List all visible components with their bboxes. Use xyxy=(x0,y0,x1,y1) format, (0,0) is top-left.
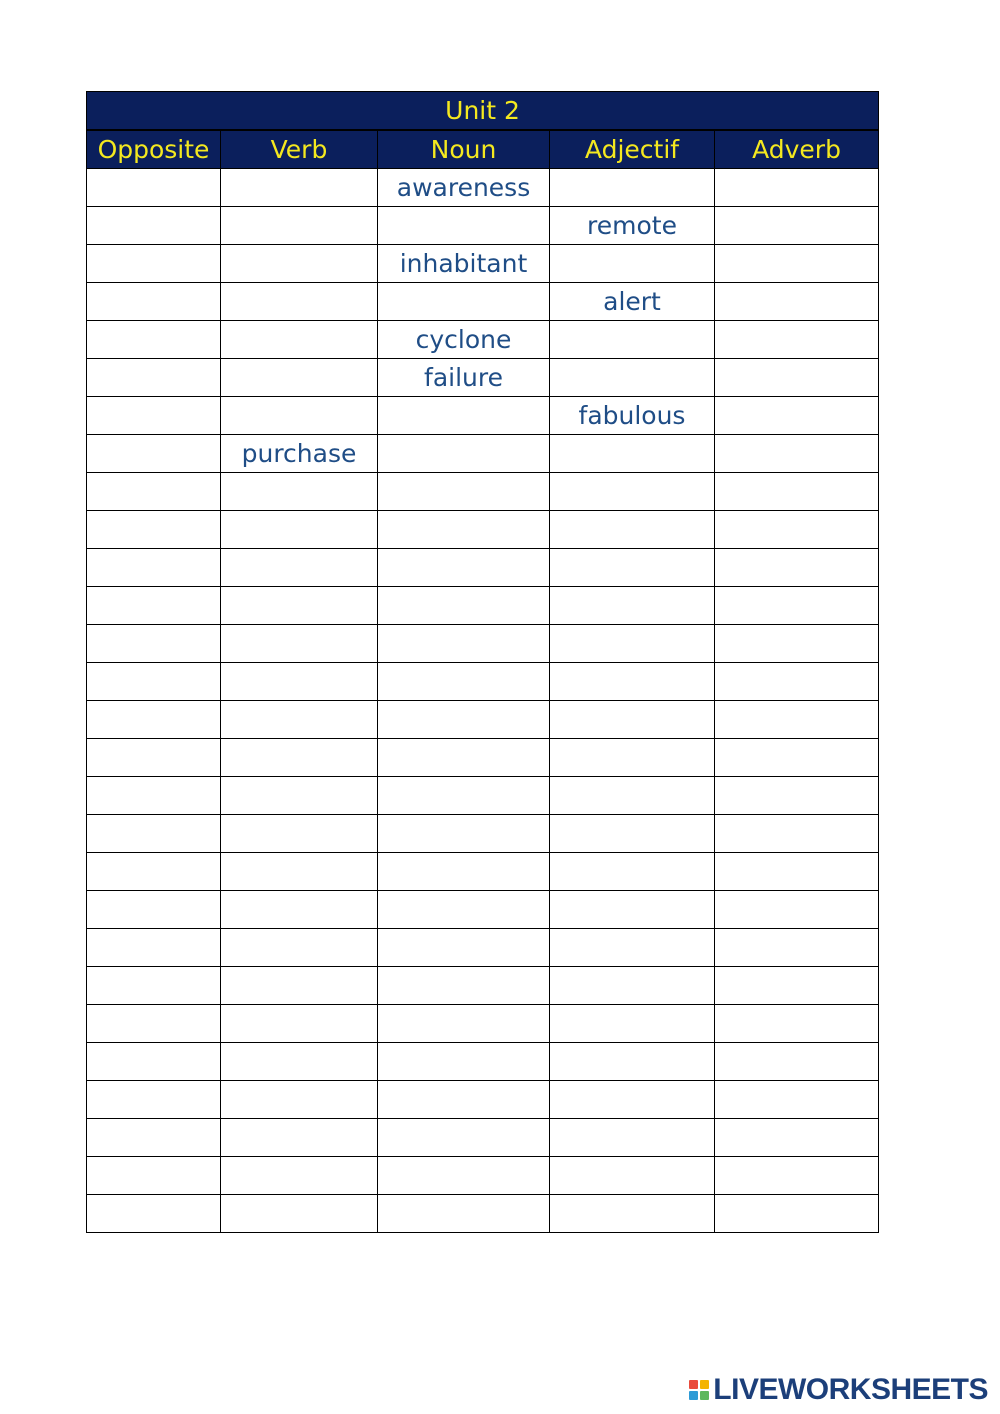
cell-verb[interactable] xyxy=(221,663,378,701)
cell-noun[interactable] xyxy=(378,1005,550,1043)
cell-opposite[interactable] xyxy=(87,169,221,207)
cell-noun[interactable] xyxy=(378,283,550,321)
cell-adverb[interactable] xyxy=(715,1081,879,1119)
cell-opposite[interactable] xyxy=(87,321,221,359)
cell-noun[interactable] xyxy=(378,587,550,625)
cell-adjectif[interactable] xyxy=(550,625,715,663)
cell-verb[interactable] xyxy=(221,283,378,321)
liveworksheets-logo xyxy=(689,1374,988,1406)
cell-opposite[interactable] xyxy=(87,777,221,815)
table-row xyxy=(87,1081,879,1119)
cell-adverb[interactable] xyxy=(715,815,879,853)
cell-adjectif[interactable] xyxy=(550,549,715,587)
column-header-verb: Verb xyxy=(221,130,378,169)
cell-verb[interactable] xyxy=(221,1119,378,1157)
table-row xyxy=(87,435,879,473)
table-row xyxy=(87,891,879,929)
cell-opposite[interactable] xyxy=(87,701,221,739)
table-body xyxy=(87,169,879,1233)
cell-adverb[interactable] xyxy=(715,625,879,663)
cell-opposite[interactable] xyxy=(87,473,221,511)
cell-adjectif[interactable] xyxy=(550,891,715,929)
cell-adjectif: fabulous xyxy=(550,397,715,435)
cell-opposite[interactable] xyxy=(87,549,221,587)
table-row xyxy=(87,1043,879,1081)
cell-adverb[interactable] xyxy=(715,283,879,321)
cell-adverb[interactable] xyxy=(715,169,879,207)
cell-verb[interactable] xyxy=(221,967,378,1005)
column-header-opposite: Opposite xyxy=(87,130,221,169)
cell-adverb[interactable] xyxy=(715,587,879,625)
cell-noun: cyclone xyxy=(378,321,550,359)
cell-opposite[interactable] xyxy=(87,663,221,701)
cell-adverb[interactable] xyxy=(715,511,879,549)
cell-verb[interactable] xyxy=(221,245,378,283)
cell-verb[interactable] xyxy=(221,815,378,853)
cell-noun[interactable] xyxy=(378,891,550,929)
table-row xyxy=(87,549,879,587)
cell-verb[interactable] xyxy=(221,853,378,891)
cell-verb[interactable] xyxy=(221,511,378,549)
table-row xyxy=(87,511,879,549)
cell-adjectif[interactable] xyxy=(550,587,715,625)
cell-adjectif[interactable] xyxy=(550,1157,715,1195)
table-row xyxy=(87,625,879,663)
cell-noun[interactable] xyxy=(378,397,550,435)
cell-opposite[interactable] xyxy=(87,625,221,663)
cell-verb[interactable] xyxy=(221,891,378,929)
cell-noun[interactable] xyxy=(378,435,550,473)
cell-adjectif[interactable] xyxy=(550,663,715,701)
cell-verb[interactable] xyxy=(221,1081,378,1119)
table-row xyxy=(87,321,879,359)
column-header-row xyxy=(87,130,879,169)
table-row xyxy=(87,283,879,321)
table-row xyxy=(87,359,879,397)
table-row xyxy=(87,815,879,853)
cell-opposite[interactable] xyxy=(87,207,221,245)
cell-adjectif[interactable] xyxy=(550,701,715,739)
cell-adjectif[interactable] xyxy=(550,1081,715,1119)
table-row xyxy=(87,587,879,625)
cell-opposite[interactable] xyxy=(87,283,221,321)
cell-adverb[interactable] xyxy=(715,397,879,435)
column-header-noun: Noun xyxy=(378,130,550,169)
cell-noun[interactable] xyxy=(378,1043,550,1081)
cell-adverb[interactable] xyxy=(715,321,879,359)
cell-opposite[interactable] xyxy=(87,853,221,891)
cell-opposite[interactable] xyxy=(87,1157,221,1195)
cell-opposite[interactable] xyxy=(87,929,221,967)
cell-adverb[interactable] xyxy=(715,1119,879,1157)
cell-verb[interactable] xyxy=(221,1157,378,1195)
cell-adjectif[interactable] xyxy=(550,435,715,473)
cell-opposite[interactable] xyxy=(87,435,221,473)
cell-noun[interactable] xyxy=(378,1081,550,1119)
cell-adverb[interactable] xyxy=(715,473,879,511)
cell-adjectif[interactable] xyxy=(550,853,715,891)
cell-adverb[interactable] xyxy=(715,435,879,473)
table-row xyxy=(87,1157,879,1195)
cell-verb[interactable] xyxy=(221,473,378,511)
cell-opposite[interactable] xyxy=(87,511,221,549)
worksheet xyxy=(86,91,878,1233)
table-row xyxy=(87,473,879,511)
cell-opposite[interactable] xyxy=(87,739,221,777)
table-row xyxy=(87,739,879,777)
cell-verb[interactable] xyxy=(221,549,378,587)
table-row xyxy=(87,397,879,435)
cell-noun[interactable] xyxy=(378,701,550,739)
cell-verb[interactable] xyxy=(221,701,378,739)
cell-opposite[interactable] xyxy=(87,815,221,853)
cell-adjectif[interactable] xyxy=(550,245,715,283)
cell-opposite[interactable] xyxy=(87,1043,221,1081)
cell-adjectif[interactable] xyxy=(550,1119,715,1157)
cell-verb[interactable] xyxy=(221,1195,378,1233)
cell-verb[interactable] xyxy=(221,739,378,777)
cell-adverb[interactable] xyxy=(715,1195,879,1233)
cell-verb[interactable] xyxy=(221,169,378,207)
cell-adjectif: alert xyxy=(550,283,715,321)
cell-noun[interactable] xyxy=(378,663,550,701)
cell-adverb[interactable] xyxy=(715,853,879,891)
cell-noun[interactable] xyxy=(378,1157,550,1195)
cell-adverb[interactable] xyxy=(715,1005,879,1043)
cell-verb[interactable] xyxy=(221,1043,378,1081)
cell-adverb[interactable] xyxy=(715,359,879,397)
liveworksheets-logo-icon xyxy=(689,1380,709,1400)
cell-verb[interactable] xyxy=(221,777,378,815)
table-row xyxy=(87,1119,879,1157)
table-row xyxy=(87,929,879,967)
cell-adjectif[interactable] xyxy=(550,1043,715,1081)
cell-adjectif[interactable] xyxy=(550,777,715,815)
cell-noun: awareness xyxy=(378,169,550,207)
cell-opposite[interactable] xyxy=(87,587,221,625)
cell-noun[interactable] xyxy=(378,1195,550,1233)
cell-opposite[interactable] xyxy=(87,1005,221,1043)
table-row xyxy=(87,663,879,701)
cell-verb[interactable] xyxy=(221,397,378,435)
cell-adjectif[interactable] xyxy=(550,739,715,777)
cell-noun[interactable] xyxy=(378,967,550,1005)
cell-adverb[interactable] xyxy=(715,663,879,701)
cell-adverb[interactable] xyxy=(715,245,879,283)
cell-adjectif[interactable] xyxy=(550,929,715,967)
cell-verb[interactable] xyxy=(221,1005,378,1043)
cell-adverb[interactable] xyxy=(715,701,879,739)
cell-noun[interactable] xyxy=(378,207,550,245)
cell-adverb[interactable] xyxy=(715,929,879,967)
table-row xyxy=(87,207,879,245)
cell-noun[interactable] xyxy=(378,511,550,549)
cell-adverb[interactable] xyxy=(715,739,879,777)
cell-noun: inhabitant xyxy=(378,245,550,283)
cell-noun[interactable] xyxy=(378,739,550,777)
cell-noun[interactable] xyxy=(378,815,550,853)
cell-opposite[interactable] xyxy=(87,967,221,1005)
cell-verb: purchase xyxy=(221,435,378,473)
cell-adverb[interactable] xyxy=(715,207,879,245)
cell-noun[interactable] xyxy=(378,929,550,967)
table-row xyxy=(87,701,879,739)
logo-text: LIVEWORKSHEETS xyxy=(713,1373,988,1406)
table-title-row xyxy=(87,92,879,131)
cell-opposite[interactable] xyxy=(87,1119,221,1157)
cell-adjectif[interactable] xyxy=(550,359,715,397)
table-row xyxy=(87,777,879,815)
cell-noun[interactable] xyxy=(378,473,550,511)
cell-adverb[interactable] xyxy=(715,549,879,587)
cell-noun[interactable] xyxy=(378,853,550,891)
table-row xyxy=(87,1195,879,1233)
table-row xyxy=(87,245,879,283)
cell-adverb[interactable] xyxy=(715,1043,879,1081)
cell-adverb[interactable] xyxy=(715,1157,879,1195)
cell-noun[interactable] xyxy=(378,549,550,587)
table-row xyxy=(87,853,879,891)
vocabulary-table xyxy=(86,91,879,1233)
cell-verb[interactable] xyxy=(221,587,378,625)
cell-adjectif[interactable] xyxy=(550,511,715,549)
cell-adjectif[interactable] xyxy=(550,967,715,1005)
cell-opposite[interactable] xyxy=(87,891,221,929)
cell-adjectif: remote xyxy=(550,207,715,245)
cell-adverb[interactable] xyxy=(715,967,879,1005)
cell-noun[interactable] xyxy=(378,777,550,815)
cell-verb[interactable] xyxy=(221,359,378,397)
cell-verb[interactable] xyxy=(221,207,378,245)
cell-adjectif[interactable] xyxy=(550,169,715,207)
cell-verb[interactable] xyxy=(221,321,378,359)
cell-noun: failure xyxy=(378,359,550,397)
table-title: Unit 2 xyxy=(87,92,879,131)
cell-noun[interactable] xyxy=(378,625,550,663)
cell-adjectif[interactable] xyxy=(550,1195,715,1233)
cell-verb[interactable] xyxy=(221,929,378,967)
cell-opposite[interactable] xyxy=(87,245,221,283)
cell-opposite[interactable] xyxy=(87,359,221,397)
cell-adverb[interactable] xyxy=(715,891,879,929)
cell-opposite[interactable] xyxy=(87,1081,221,1119)
table-row xyxy=(87,967,879,1005)
cell-adjectif[interactable] xyxy=(550,473,715,511)
cell-opposite[interactable] xyxy=(87,397,221,435)
cell-opposite[interactable] xyxy=(87,1195,221,1233)
cell-noun[interactable] xyxy=(378,1119,550,1157)
column-header-adjectif: Adjectif xyxy=(550,130,715,169)
column-header-adverb: Adverb xyxy=(715,130,879,169)
cell-adverb[interactable] xyxy=(715,777,879,815)
cell-verb[interactable] xyxy=(221,625,378,663)
cell-adjectif[interactable] xyxy=(550,1005,715,1043)
table-row xyxy=(87,1005,879,1043)
cell-adjectif[interactable] xyxy=(550,321,715,359)
cell-adjectif[interactable] xyxy=(550,815,715,853)
table-row xyxy=(87,169,879,207)
